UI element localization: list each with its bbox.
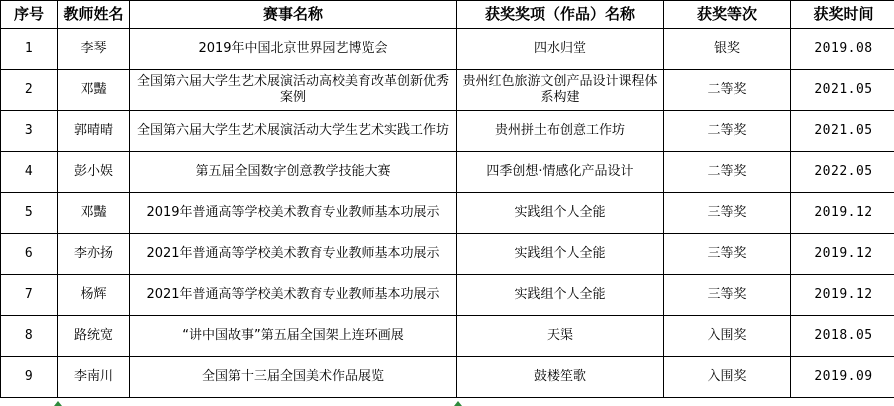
cell-indicator-icon xyxy=(454,401,462,406)
cell-no[interactable]: 4 xyxy=(1,152,58,193)
cell-no[interactable]: 5 xyxy=(1,193,58,234)
cell-time[interactable]: 2022.05 xyxy=(791,152,894,193)
cell-level[interactable]: 二等奖 xyxy=(664,70,791,111)
cell-level[interactable]: 三等奖 xyxy=(664,234,791,275)
cell-work[interactable]: 四水归堂 xyxy=(457,29,664,70)
cell-level[interactable]: 入围奖 xyxy=(664,357,791,398)
cell-level[interactable]: 三等奖 xyxy=(664,275,791,316)
cell-no[interactable]: 1 xyxy=(1,29,58,70)
cell-work[interactable]: 实践组个人全能 xyxy=(457,275,664,316)
table-row xyxy=(1,234,894,275)
cell-work[interactable]: 四季创想·情感化产品设计 xyxy=(457,152,664,193)
header-no[interactable]: 序号 xyxy=(1,1,58,29)
cell-no[interactable]: 3 xyxy=(1,111,58,152)
cell-event[interactable]: 2019年普通高等学校美术教育专业教师基本功展示 xyxy=(130,193,457,234)
table-row xyxy=(1,111,894,152)
cell-level[interactable]: 三等奖 xyxy=(664,193,791,234)
cell-event[interactable]: 2021年普通高等学校美术教育专业教师基本功展示 xyxy=(130,234,457,275)
cell-work[interactable]: 贵州红色旅游文创产品设计课程体系构建 xyxy=(457,70,664,111)
cell-time[interactable]: 2019.09 xyxy=(791,357,894,398)
cell-level[interactable]: 二等奖 xyxy=(664,152,791,193)
cell-event[interactable]: “讲中国故事”第五届全国架上连环画展 xyxy=(130,316,457,357)
cell-time[interactable]: 2019.12 xyxy=(791,234,894,275)
cell-teacher[interactable]: 李亦扬 xyxy=(58,234,130,275)
cell-event[interactable]: 全国第六届大学生艺术展演活动大学生艺术实践工作坊 xyxy=(130,111,457,152)
table-row xyxy=(1,70,894,111)
cell-event[interactable]: 2021年普通高等学校美术教育专业教师基本功展示 xyxy=(130,275,457,316)
header-teacher[interactable]: 教师姓名 xyxy=(58,1,130,29)
cell-level[interactable]: 二等奖 xyxy=(664,111,791,152)
cell-event[interactable]: 第五届全国数字创意教学技能大赛 xyxy=(130,152,457,193)
table-row xyxy=(1,275,894,316)
cell-time[interactable]: 2018.05 xyxy=(791,316,894,357)
cell-no[interactable]: 2 xyxy=(1,70,58,111)
cell-teacher[interactable]: 李南川 xyxy=(58,357,130,398)
cell-work[interactable]: 实践组个人全能 xyxy=(457,193,664,234)
cell-level[interactable]: 银奖 xyxy=(664,29,791,70)
table-row xyxy=(1,193,894,234)
header-level[interactable]: 获奖等次 xyxy=(664,1,791,29)
cell-teacher[interactable]: 郭晴晴 xyxy=(58,111,130,152)
cell-teacher[interactable]: 彭小娱 xyxy=(58,152,130,193)
table-row xyxy=(1,29,894,70)
cell-time[interactable]: 2021.05 xyxy=(791,111,894,152)
cell-work[interactable]: 鼓楼笙歌 xyxy=(457,357,664,398)
header-time[interactable]: 获奖时间 xyxy=(791,1,894,29)
cell-no[interactable]: 8 xyxy=(1,316,58,357)
cell-level[interactable]: 入围奖 xyxy=(664,316,791,357)
table-row xyxy=(1,152,894,193)
header-event[interactable]: 赛事名称 xyxy=(130,1,457,29)
cell-event[interactable]: 2019年中国北京世界园艺博览会 xyxy=(130,29,457,70)
cell-work[interactable]: 天渠 xyxy=(457,316,664,357)
cell-time[interactable]: 2019.12 xyxy=(791,193,894,234)
header-row xyxy=(1,1,894,29)
cell-work[interactable]: 贵州拼土布创意工作坊 xyxy=(457,111,664,152)
cell-time[interactable]: 2021.05 xyxy=(791,70,894,111)
cell-indicator-icon xyxy=(54,401,62,406)
cell-no[interactable]: 7 xyxy=(1,275,58,316)
cell-time[interactable]: 2019.12 xyxy=(791,275,894,316)
cell-teacher[interactable]: 邓豔 xyxy=(58,193,130,234)
cell-event[interactable]: 全国第十三届全国美术作品展览 xyxy=(130,357,457,398)
table-row xyxy=(1,316,894,357)
table-row xyxy=(1,357,894,398)
cell-event[interactable]: 全国第六届大学生艺术展演活动高校美育改革创新优秀案例 xyxy=(130,70,457,111)
cell-teacher[interactable]: 杨辉 xyxy=(58,275,130,316)
cell-time[interactable]: 2019.08 xyxy=(791,29,894,70)
cell-teacher[interactable]: 路统宽 xyxy=(58,316,130,357)
header-work[interactable]: 获奖奖项（作品）名称 xyxy=(457,1,664,29)
cell-no[interactable]: 6 xyxy=(1,234,58,275)
cell-work[interactable]: 实践组个人全能 xyxy=(457,234,664,275)
cell-teacher[interactable]: 李琴 xyxy=(58,29,130,70)
cell-no[interactable]: 9 xyxy=(1,357,58,398)
cell-teacher[interactable]: 邓豔 xyxy=(58,70,130,111)
